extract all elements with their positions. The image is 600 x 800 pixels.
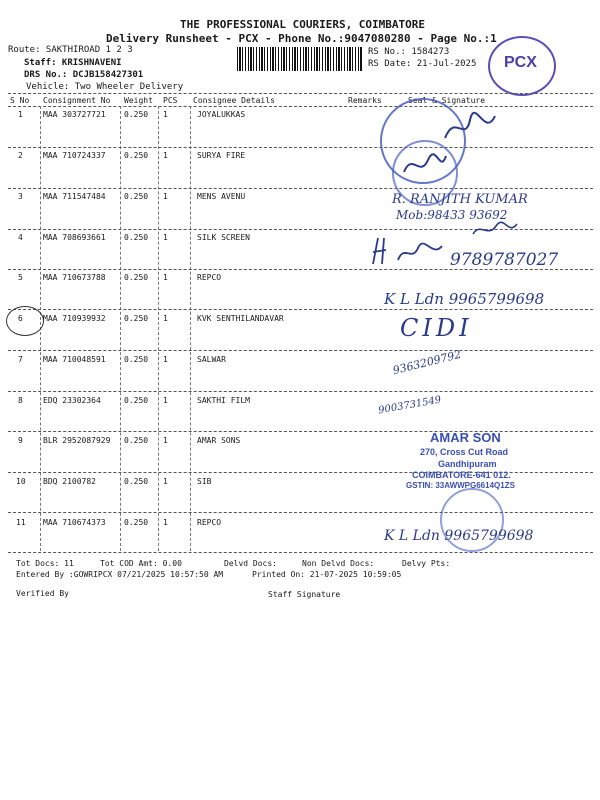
col-pcs: PCS [163, 96, 178, 105]
col-weight: Weight [124, 96, 153, 105]
rs-number: RS No.: 1584273 [368, 47, 450, 57]
handwritten-signature: K L Ldn 9965799698 [384, 528, 534, 544]
row-pcs: 1 [163, 110, 168, 119]
amar-stamp-address: COIMBATORE-641 012. [412, 470, 511, 480]
row-consignment: MAA 710674373 [43, 518, 106, 527]
row-weight: 0.250 [124, 151, 149, 160]
col-remarks: Remarks [348, 96, 382, 105]
row-rule [8, 512, 593, 513]
row-sno: 2 [18, 151, 23, 160]
row-rule [8, 552, 593, 553]
row-pcs: 1 [163, 355, 168, 364]
row-consignee: JOYALUKKAS [197, 110, 246, 119]
row-consignment: MAA 710048591 [43, 355, 106, 364]
row-consignment: EDQ 23302364 [43, 396, 101, 405]
barcode-image [237, 47, 362, 71]
route-line: Route: SAKTHIROAD 1 2 3 [8, 45, 133, 55]
handwritten-phone: 9363209792 [391, 347, 463, 378]
col-separator [190, 106, 191, 551]
drs-number: DRS No.: DCJB158427301 [24, 70, 144, 80]
row-consignee: SAKTHI FILM [197, 396, 250, 405]
staff-line: Staff: KRISHNAVENI [24, 58, 122, 68]
row-sno: 11 [16, 518, 26, 527]
rs-date: RS Date: 21-Jul-2025 [368, 59, 477, 69]
row-pcs: 1 [163, 436, 168, 445]
row-rule [8, 188, 593, 189]
amar-stamp-gstin: GSTIN: 33AWWPG6614Q1ZS [406, 481, 515, 490]
row-sno: 1 [18, 110, 23, 119]
non-delivered-docs: Non Delvd Docs: [302, 559, 375, 568]
row-weight: 0.250 [124, 477, 149, 486]
amar-stamp-address: Gandhipuram [438, 459, 497, 469]
signature-scribble [400, 150, 450, 180]
pcx-stamp-text: PCX [504, 54, 537, 71]
row-consignment: BLR 2952087929 [43, 436, 111, 445]
row-sno: 5 [18, 273, 23, 282]
staff-signature: Staff Signature [268, 590, 341, 599]
row-consignment: MAA 710673788 [43, 273, 106, 282]
handwritten-signature: K L Ldn 9965799698 [384, 290, 545, 308]
row-consignee: KVK SENTHILANDAVAR [197, 314, 284, 323]
row-consignee: REPCO [197, 518, 222, 527]
circle-mark [6, 306, 44, 336]
row-weight: 0.250 [124, 273, 149, 282]
row-pcs: 1 [163, 477, 168, 486]
row-consignment: MAA 708693661 [43, 233, 106, 242]
signature-scribble [440, 108, 500, 148]
col-sno: S No [10, 96, 30, 105]
vehicle-line: Vehicle: Two Wheeler Delivery [26, 82, 184, 92]
row-consignee: SALWAR [197, 355, 226, 364]
verified-by: Verified By [16, 589, 69, 598]
runsheet-title: Delivery Runsheet - PCX - Phone No.:9047080280 - Page No.:1 [106, 32, 497, 45]
row-rule [8, 391, 593, 392]
signature-scribble [470, 220, 520, 240]
row-weight: 0.250 [124, 436, 149, 445]
row-rule [8, 147, 593, 148]
amar-stamp-address: 270, Cross Cut Road [420, 447, 509, 457]
row-pcs: 1 [163, 518, 168, 527]
row-sno: 9 [18, 436, 23, 445]
row-pcs: 1 [163, 314, 168, 323]
row-pcs: 1 [163, 396, 168, 405]
col-consignment: Consignment No [43, 96, 111, 105]
row-weight: 0.250 [124, 314, 149, 323]
row-consignment: MAA 711547484 [43, 192, 106, 201]
row-sno: 7 [18, 355, 23, 364]
row-weight: 0.250 [124, 192, 149, 201]
col-separator [120, 106, 121, 551]
row-consignee: AMAR SONS [197, 436, 241, 445]
row-sno: 10 [16, 477, 26, 486]
delivered-docs: Delvd Docs: [224, 559, 277, 568]
row-consignment: BDQ 2100782 [43, 477, 96, 486]
row-pcs: 1 [163, 233, 168, 242]
row-weight: 0.250 [124, 518, 149, 527]
handwritten-phone: 9003731549 [377, 394, 443, 417]
row-consignee: SURYA FIRE [197, 151, 246, 160]
row-rule [8, 309, 593, 310]
row-consignee: SILK SCREEN [197, 233, 250, 242]
row-pcs: 1 [163, 192, 168, 201]
row-weight: 0.250 [124, 233, 149, 242]
row-weight: 0.250 [124, 396, 149, 405]
row-pcs: 1 [163, 273, 168, 282]
header-top-rule [8, 93, 593, 94]
handwritten-name: R. RANJITH KUMAR [392, 192, 528, 207]
delivery-points: Delvy Pts: [402, 559, 451, 568]
row-weight: 0.250 [124, 110, 149, 119]
row-consignee: SIB [197, 477, 212, 486]
row-consignee: MENS AVENU [197, 192, 246, 201]
col-separator [158, 106, 159, 551]
pcx-stamp [488, 36, 556, 96]
total-docs: Tot Docs: 11 [16, 559, 74, 568]
row-consignee: REPCO [197, 273, 222, 282]
signature-scribble [368, 234, 448, 270]
amar-stamp-name: AMAR SON [430, 430, 501, 445]
row-pcs: 1 [163, 151, 168, 160]
row-weight: 0.250 [124, 355, 149, 364]
col-seal-signature: Seal & Signature [408, 96, 486, 105]
row-sno: 6 [18, 314, 23, 323]
company-name: THE PROFESSIONAL COURIERS, COIMBATORE [180, 18, 426, 31]
handwritten-signature: CIDI [400, 314, 473, 342]
row-sno: 8 [18, 396, 23, 405]
row-sno: 3 [18, 192, 23, 201]
row-sno: 4 [18, 233, 23, 242]
row-rule [8, 350, 593, 351]
handwritten-phone: 9789787027 [450, 250, 559, 270]
row-rule [8, 431, 593, 432]
total-cod-amount: Tot COD Amt: 0.00 [100, 559, 182, 568]
row-consignment: MAA 710939932 [43, 314, 106, 323]
printed-on: Printed On: 21-07-2025 10:59:05 [252, 570, 402, 579]
header-bottom-rule [8, 106, 593, 107]
row-consignment: MAA 710724337 [43, 151, 106, 160]
handwritten-mobile: Mob:98433 93692 [396, 208, 508, 222]
col-consignee: Consignee Details [193, 96, 275, 105]
row-consignment: MAA 303727721 [43, 110, 106, 119]
entered-by: Entered By :GOWRIPCX 07/21/2025 10:57:50 AM [16, 570, 224, 579]
